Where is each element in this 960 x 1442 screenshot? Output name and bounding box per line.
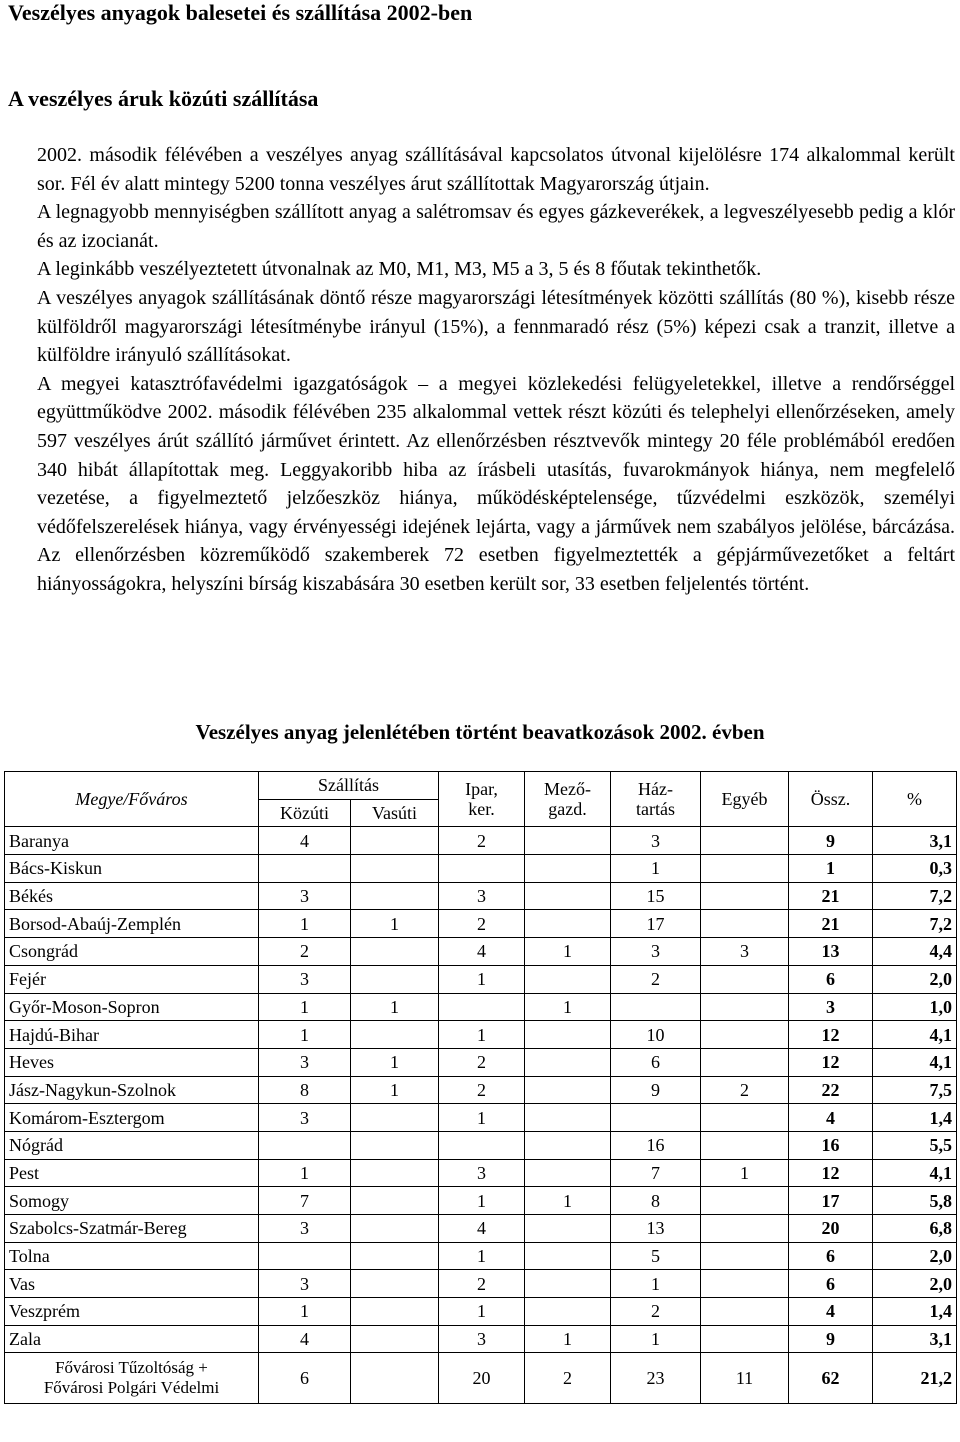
cell-mezo: 1 <box>525 993 611 1021</box>
cell-egyeb <box>701 1325 789 1353</box>
cell-ossz: 9 <box>789 1325 873 1353</box>
table-row <box>5 1242 957 1270</box>
header-mezo-line1: Mező- <box>544 779 591 800</box>
cell-county: Komárom-Esztergom <box>5 1104 259 1132</box>
cell-mezo <box>525 1021 611 1049</box>
cell-county: Békés <box>5 882 259 910</box>
cell-pct: 7,2 <box>873 910 957 938</box>
cell-vasuti <box>351 1104 439 1132</box>
cell-haztartas: 1 <box>611 855 701 883</box>
cell-ipar: 4 <box>439 938 525 966</box>
cell-kozuti <box>259 1242 351 1270</box>
cell-egyeb <box>701 1021 789 1049</box>
cell-ossz: 22 <box>789 1076 873 1104</box>
cell-ipar: 3 <box>439 882 525 910</box>
cell-vasuti <box>351 855 439 883</box>
cell-egyeb: 1 <box>701 1159 789 1187</box>
header-ipar-line1: Ipar, <box>465 779 498 800</box>
header-pct: % <box>873 772 957 827</box>
cell-kozuti: 4 <box>259 827 351 855</box>
cell-vasuti <box>351 827 439 855</box>
cell-haztartas: 6 <box>611 1048 701 1076</box>
cell-ipar: 1 <box>439 965 525 993</box>
cell-county: Tolna <box>5 1242 259 1270</box>
cell-ossz: 4 <box>789 1298 873 1326</box>
cell-county: Nógrád <box>5 1131 259 1159</box>
cell-kozuti: 6 <box>259 1353 351 1404</box>
cell-egyeb <box>701 910 789 938</box>
table-row <box>5 1131 957 1159</box>
cell-ipar: 3 <box>439 1159 525 1187</box>
cell-haztartas <box>611 993 701 1021</box>
cell-pct: 1,4 <box>873 1104 957 1132</box>
cell-vasuti <box>351 1242 439 1270</box>
cell-county <box>5 1353 259 1404</box>
cell-ossz: 6 <box>789 965 873 993</box>
cell-mezo <box>525 1298 611 1326</box>
interventions-table <box>4 771 957 1404</box>
cell-county: Zala <box>5 1325 259 1353</box>
cell-pct: 4,4 <box>873 938 957 966</box>
table-row <box>5 965 957 993</box>
cell-county: Vas <box>5 1270 259 1298</box>
cell-kozuti: 2 <box>259 938 351 966</box>
paragraph: 2002. második félévében a veszélyes anyag szállításával kapcsolatos útvonal kijelölésre 174 alkalommal került sor. Fél év alatt mintegy 5200 tonna veszélyes árut szállítottak Magyarország útjain. <box>37 144 955 195</box>
header-haz-line2: tartás <box>636 799 675 820</box>
cell-vasuti: 1 <box>351 1048 439 1076</box>
table-row <box>5 1159 957 1187</box>
cell-kozuti: 3 <box>259 1215 351 1243</box>
cell-kozuti: 4 <box>259 1325 351 1353</box>
cell-county: Somogy <box>5 1187 259 1215</box>
cell-ossz: 16 <box>789 1131 873 1159</box>
table-row <box>5 1048 957 1076</box>
cell-ipar: 2 <box>439 827 525 855</box>
cell-mezo: 2 <box>525 1353 611 1404</box>
header-vasuti: Vasúti <box>351 799 439 827</box>
cell-egyeb <box>701 882 789 910</box>
cell-vasuti: 1 <box>351 910 439 938</box>
cell-ossz: 3 <box>789 993 873 1021</box>
cell-haztartas <box>611 1104 701 1132</box>
cell-kozuti: 1 <box>259 1021 351 1049</box>
cell-ossz: 21 <box>789 910 873 938</box>
cell-mezo: 1 <box>525 1187 611 1215</box>
cell-pct: 3,1 <box>873 827 957 855</box>
cell-kozuti: 7 <box>259 1187 351 1215</box>
cell-mezo <box>525 1104 611 1132</box>
cell-county: Heves <box>5 1048 259 1076</box>
table-row <box>5 1325 957 1353</box>
cell-vasuti: 1 <box>351 1076 439 1104</box>
cell-kozuti: 3 <box>259 882 351 910</box>
table-row-total-capital <box>5 1353 957 1404</box>
cell-mezo <box>525 827 611 855</box>
cell-county: Borsod-Abaúj-Zemplén <box>5 910 259 938</box>
body-text <box>37 141 955 599</box>
cell-egyeb: 11 <box>701 1353 789 1404</box>
cell-kozuti: 3 <box>259 1048 351 1076</box>
cell-haztartas: 3 <box>611 938 701 966</box>
table-row <box>5 993 957 1021</box>
cell-egyeb <box>701 1104 789 1132</box>
table-row <box>5 1215 957 1243</box>
cell-kozuti: 8 <box>259 1076 351 1104</box>
cell-mezo <box>525 855 611 883</box>
cell-ipar: 20 <box>439 1353 525 1404</box>
cell-vasuti <box>351 1325 439 1353</box>
cell-pct: 0,3 <box>873 855 957 883</box>
cell-ipar: 4 <box>439 1215 525 1243</box>
cell-kozuti: 3 <box>259 965 351 993</box>
table-row <box>5 855 957 883</box>
cell-ossz: 9 <box>789 827 873 855</box>
cell-haztartas: 10 <box>611 1021 701 1049</box>
cell-vasuti <box>351 938 439 966</box>
cell-pct: 3,1 <box>873 1325 957 1353</box>
cell-pct: 6,8 <box>873 1215 957 1243</box>
cell-ipar: 2 <box>439 910 525 938</box>
cell-kozuti: 1 <box>259 1159 351 1187</box>
cell-ipar: 3 <box>439 1325 525 1353</box>
cell-ipar: 1 <box>439 1298 525 1326</box>
cell-pct: 21,2 <box>873 1353 957 1404</box>
cell-county: Győr-Moson-Sopron <box>5 993 259 1021</box>
cell-ipar: 1 <box>439 1104 525 1132</box>
cell-kozuti: 1 <box>259 993 351 1021</box>
cell-pct: 1,4 <box>873 1298 957 1326</box>
section-heading: A veszélyes áruk közúti szállítása <box>8 86 319 111</box>
cell-kozuti <box>259 855 351 883</box>
cell-haztartas: 3 <box>611 827 701 855</box>
table-row <box>5 1076 957 1104</box>
paragraph: A leginkább veszélyeztetett útvonalnak az M0, M1, M3, M5 a 3, 5 és 8 főutak tekinthetők. <box>37 258 762 281</box>
cell-ipar: 1 <box>439 1021 525 1049</box>
cell-ipar <box>439 855 525 883</box>
cell-egyeb <box>701 827 789 855</box>
cell-haztartas: 5 <box>611 1242 701 1270</box>
cell-egyeb <box>701 1048 789 1076</box>
cell-kozuti <box>259 1131 351 1159</box>
cell-egyeb <box>701 965 789 993</box>
cell-ossz: 12 <box>789 1159 873 1187</box>
cell-pct: 1,0 <box>873 993 957 1021</box>
cell-county: Veszprém <box>5 1298 259 1326</box>
table-row <box>5 1270 957 1298</box>
header-egyeb: Egyéb <box>701 772 789 827</box>
cell-kozuti: 1 <box>259 1298 351 1326</box>
cell-egyeb <box>701 1187 789 1215</box>
cell-pct: 7,5 <box>873 1076 957 1104</box>
cell-egyeb <box>701 1215 789 1243</box>
cell-pct: 4,1 <box>873 1048 957 1076</box>
paragraph: A megyei katasztrófavédelmi igazgatóságok – a megyei közlekedési felügyeletekkel, illetve a rendőrséggel együttműködve 2002. második félévében 235 alkalommal vettek részt közúti és telephelyi ellenőrzéseken, amely 597 veszélyes árút szállító járművet érintett. Az ellenőrzésben résztvevők mintegy 20 féle problémából eredően 340 hibát állapítottak meg. Leggyakoribb hiba az írásbeli utasítás, fuvarokmányok hiánya, nem megfelelő vezetése, a figyelmeztető jelzőeszköz hiánya, működésképtelensége, tűzvédelmi eszközök, személyi védőfelszerelések hiánya, vagy érvényességi idejének lejárta, vagy a járművek nem szabályos jelölése, bárcázása. Az ellenőrzésben közreműködő szakemberek 72 esetben figyelmeztették a gépjárművezetőket a feltárt hiányosságokra, helyszíni bírság kiszabására 30 esetben került sor, 33 esetben feljelentés történt. <box>37 372 955 595</box>
cell-vasuti <box>351 965 439 993</box>
cell-pct: 7,2 <box>873 882 957 910</box>
cell-haztartas: 9 <box>611 1076 701 1104</box>
cell-mezo <box>525 1242 611 1270</box>
cell-vasuti <box>351 1131 439 1159</box>
cell-ossz: 4 <box>789 1104 873 1132</box>
cell-vasuti <box>351 882 439 910</box>
cell-ossz: 12 <box>789 1021 873 1049</box>
cell-vasuti <box>351 1215 439 1243</box>
header-szallitas: Szállítás <box>259 772 439 800</box>
cell-egyeb <box>701 1242 789 1270</box>
table-row <box>5 827 957 855</box>
header-mezo <box>525 772 611 827</box>
cell-haztartas: 17 <box>611 910 701 938</box>
table-row <box>5 1298 957 1326</box>
table-row <box>5 1104 957 1132</box>
cell-haztartas: 1 <box>611 1325 701 1353</box>
cell-county-line2: Fővárosi Polgári Védelmi <box>43 1378 220 1398</box>
cell-kozuti: 1 <box>259 910 351 938</box>
table-row <box>5 1187 957 1215</box>
cell-county: Szabolcs-Szatmár-Bereg <box>5 1215 259 1243</box>
header-ipar <box>439 772 525 827</box>
cell-haztartas: 7 <box>611 1159 701 1187</box>
cell-county-line1: Fővárosi Tűzoltóság + <box>55 1358 208 1378</box>
paragraph: A legnagyobb mennyiségben szállított anyag a salétromsav és egyes gázkeverékek, a legveszélyesebb pedig a klór és az izocianát. <box>37 201 955 252</box>
cell-pct: 2,0 <box>873 1270 957 1298</box>
header-ipar-line2: ker. <box>468 799 495 820</box>
cell-ossz: 21 <box>789 882 873 910</box>
cell-haztartas: 2 <box>611 1298 701 1326</box>
cell-mezo <box>525 1159 611 1187</box>
page-heading: Veszélyes anyagok balesetei és szállítása 2002-ben <box>8 0 473 25</box>
cell-ipar: 2 <box>439 1048 525 1076</box>
table-row <box>5 1021 957 1049</box>
cell-pct: 4,1 <box>873 1159 957 1187</box>
cell-mezo <box>525 1048 611 1076</box>
cell-ossz: 20 <box>789 1215 873 1243</box>
cell-county: Bács-Kiskun <box>5 855 259 883</box>
paragraph: A veszélyes anyagok szállításának döntő része magyarországi létesítmények közötti szállítás (80 %), kisebb része külföldről magyarországi létesítménybe irányul (15%), a fennmaradó rész (5%) képezi csak a tranzit, illetve a külföldre irányuló szállításokat. <box>37 286 955 367</box>
cell-pct: 5,8 <box>873 1187 957 1215</box>
cell-county: Fejér <box>5 965 259 993</box>
cell-vasuti: 1 <box>351 993 439 1021</box>
cell-pct: 2,0 <box>873 965 957 993</box>
cell-haztartas: 1 <box>611 1270 701 1298</box>
cell-ossz: 6 <box>789 1270 873 1298</box>
header-county: Megye/Főváros <box>5 772 259 827</box>
cell-haztartas: 2 <box>611 965 701 993</box>
cell-ipar <box>439 993 525 1021</box>
header-ossz: Össz. <box>789 772 873 827</box>
cell-egyeb <box>701 1270 789 1298</box>
cell-mezo <box>525 1270 611 1298</box>
cell-mezo: 1 <box>525 938 611 966</box>
cell-egyeb <box>701 993 789 1021</box>
cell-vasuti <box>351 1298 439 1326</box>
cell-county: Baranya <box>5 827 259 855</box>
cell-pct: 2,0 <box>873 1242 957 1270</box>
cell-ipar: 2 <box>439 1270 525 1298</box>
table-row <box>5 882 957 910</box>
cell-mezo <box>525 965 611 993</box>
cell-ossz: 13 <box>789 938 873 966</box>
cell-ipar: 1 <box>439 1242 525 1270</box>
cell-pct: 4,1 <box>873 1021 957 1049</box>
cell-vasuti <box>351 1353 439 1404</box>
cell-county: Hajdú-Bihar <box>5 1021 259 1049</box>
cell-county: Jász-Nagykun-Szolnok <box>5 1076 259 1104</box>
header-mezo-line2: gazd. <box>548 799 587 820</box>
cell-kozuti: 3 <box>259 1270 351 1298</box>
header-haztartas <box>611 772 701 827</box>
cell-mezo: 1 <box>525 1325 611 1353</box>
cell-mezo <box>525 1131 611 1159</box>
cell-ossz: 62 <box>789 1353 873 1404</box>
cell-vasuti <box>351 1187 439 1215</box>
cell-egyeb <box>701 1298 789 1326</box>
cell-mezo <box>525 910 611 938</box>
cell-county: Csongrád <box>5 938 259 966</box>
cell-vasuti <box>351 1270 439 1298</box>
cell-egyeb: 2 <box>701 1076 789 1104</box>
cell-haztartas: 16 <box>611 1131 701 1159</box>
cell-mezo <box>525 882 611 910</box>
cell-county: Pest <box>5 1159 259 1187</box>
cell-ipar: 1 <box>439 1187 525 1215</box>
cell-mezo <box>525 1076 611 1104</box>
table-body <box>5 827 957 1404</box>
cell-mezo <box>525 1215 611 1243</box>
cell-egyeb <box>701 855 789 883</box>
cell-vasuti <box>351 1159 439 1187</box>
cell-ossz: 17 <box>789 1187 873 1215</box>
cell-ossz: 1 <box>789 855 873 883</box>
cell-ossz: 6 <box>789 1242 873 1270</box>
cell-pct: 5,5 <box>873 1131 957 1159</box>
cell-vasuti <box>351 1021 439 1049</box>
cell-ipar: 2 <box>439 1076 525 1104</box>
cell-haztartas: 8 <box>611 1187 701 1215</box>
cell-haztartas: 15 <box>611 882 701 910</box>
table-row <box>5 938 957 966</box>
cell-ipar <box>439 1131 525 1159</box>
cell-haztartas: 23 <box>611 1353 701 1404</box>
table-row <box>5 910 957 938</box>
cell-ossz: 12 <box>789 1048 873 1076</box>
header-haz-line1: Ház- <box>638 779 673 800</box>
cell-egyeb <box>701 1131 789 1159</box>
cell-kozuti: 3 <box>259 1104 351 1132</box>
cell-egyeb: 3 <box>701 938 789 966</box>
table-title: Veszélyes anyag jelenlétében történt beavatkozások 2002. évben <box>195 720 765 744</box>
cell-haztartas: 13 <box>611 1215 701 1243</box>
header-kozuti: Közúti <box>259 799 351 827</box>
